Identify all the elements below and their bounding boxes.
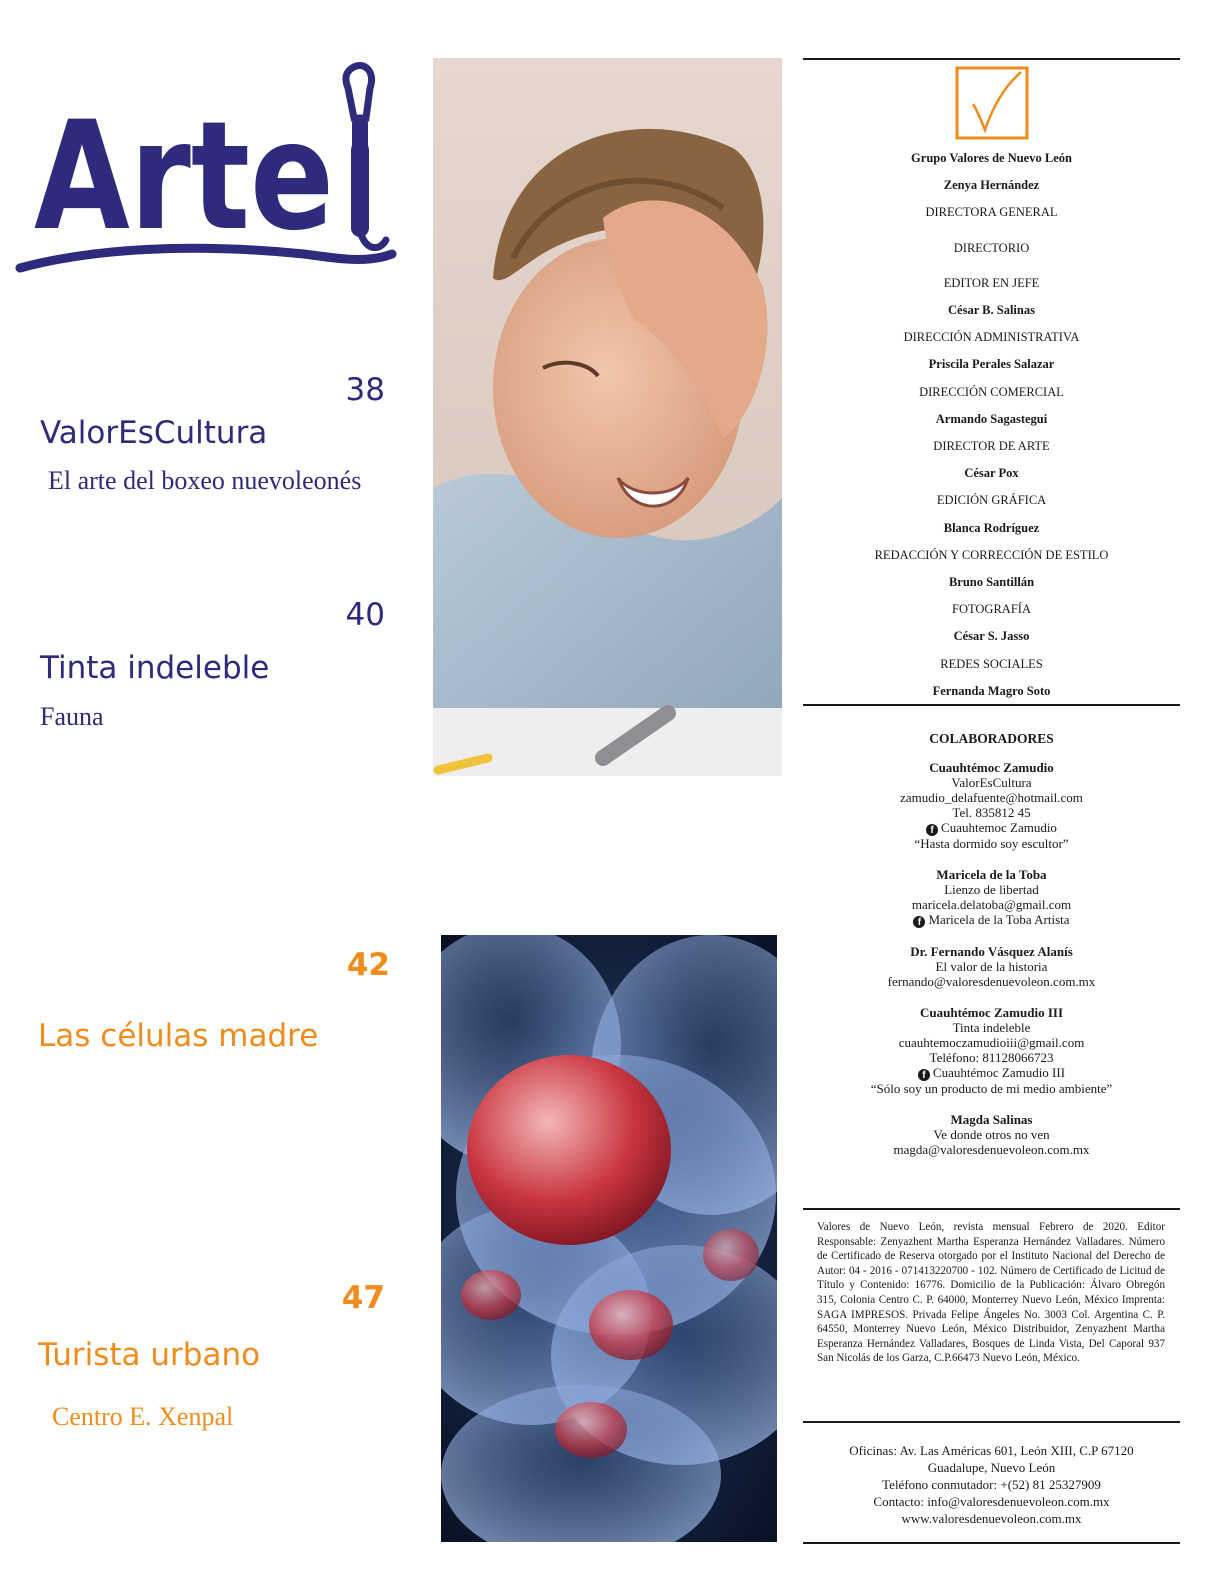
section-title-valorescultura[interactable]: ValorEsCultura	[40, 415, 268, 451]
collaborator-facebook[interactable]	[803, 912, 1180, 928]
collaborator-line	[803, 959, 1180, 974]
collaborators-list	[803, 760, 1180, 1157]
collaborator-line-text: Tel. 835812 45	[952, 805, 1031, 820]
collaborator-line-text: “Sólo soy un producto de mi medio ambiente”	[870, 1081, 1113, 1096]
collaborator-line-text: Cuauhtemoc Zamudio	[941, 820, 1057, 835]
directory-name: Blanca Rodríguez	[943, 520, 1040, 535]
directory-name: César Pox	[964, 466, 1019, 481]
collaborator-line	[803, 836, 1180, 851]
collaborator-line-text: Tinta indeleble	[952, 1020, 1031, 1035]
collaborator-line-text: cuauhtemoczamudioiii@gmail.com	[898, 1035, 1085, 1050]
section-title-tinta-indeleble[interactable]: Tinta indeleble	[40, 650, 270, 686]
collaborator-line-text: ValorEsCultura	[951, 775, 1032, 790]
section-number-42: 42	[346, 947, 390, 983]
collaborator-line-text: Ve donde otros no ven	[933, 1127, 1050, 1142]
collaborator-entry	[803, 867, 1180, 928]
section-title-turista-urbano[interactable]: Turista urbano	[38, 1337, 261, 1373]
collaborator-line[interactable]	[803, 974, 1180, 989]
section-number-40: 40	[345, 597, 385, 633]
section-number-38: 38	[345, 372, 385, 408]
legal-text: Valores de Nuevo León, revista mensual Febrero de 2020. Editor Responsable: Zenyazhent Martha Esperanza Hernández Valladares. Número de Certificado de Reserva otorgado por el Instituto Nacional del Derecho de Autor: 04 - 2016 - 071413220700 - 102. Número de Certificado de Licitud de Título y Contenido: 16776. Domicilio de la Publicación: Álvaro Obregón 315, Colonia Centro C. P. 64000, Monterrey Nuevo León, México Imprenta: SAGA IMPRESOS. Privada Felipe Ángeles No. 3003 Col. Argentina C. P. 64550, Monterrey Nuevo León, México Distribuidor, Zenyazhent Martha Esperanza Hernández Valladares, Bosques de Linda Vista, Del Caporal 937 San Nicolás de los Garza, C.P.66473 Nuevo León, México.	[817, 1221, 1165, 1365]
collaborator-line	[803, 775, 1180, 790]
office-rule	[803, 1421, 1180, 1423]
collaborator-line[interactable]	[803, 1035, 1180, 1050]
top-rule	[803, 58, 1180, 60]
directory-role: DIRECCIÓN ADMINISTRATIVA	[903, 330, 1080, 345]
arte-logo-art	[14, 58, 404, 283]
collaborator-line[interactable]	[803, 1142, 1180, 1157]
collaborator-line-text: Teléfono: 81128066723	[929, 1050, 1054, 1065]
collaborator-facebook[interactable]	[803, 820, 1180, 836]
section-subtitle-xenpal: Centro E. Xenpal	[52, 1402, 234, 1431]
collaborator-line[interactable]	[803, 897, 1180, 912]
paintbrush-icon	[346, 65, 386, 247]
directory-name: Zenya Hernández	[943, 178, 1040, 193]
arte-logo	[14, 58, 404, 283]
collaborator-entry	[803, 944, 1180, 989]
section-title-celulas-madre[interactable]: Las células madre	[38, 1018, 319, 1054]
directory-name: Bruno Santillán	[948, 575, 1035, 590]
directory-name: César B. Salinas	[948, 303, 1035, 318]
directory-role: REDACCIÓN Y CORRECCIÓN DE ESTILO	[874, 547, 1109, 562]
collaborator-line-text: Maricela de la Toba Artista	[928, 912, 1070, 927]
facebook-icon: f	[926, 824, 938, 836]
facebook-icon: f	[913, 916, 925, 928]
collaborator-line-text: maricela.delatoba@gmail.com	[911, 897, 1072, 912]
collaborator-line	[803, 1127, 1180, 1142]
directory-role: EDICIÓN GRÁFICA	[936, 493, 1047, 508]
collaborator-name: Cuauhtémoc Zamudio	[929, 760, 1054, 775]
office-line: Teléfono conmutador: +(52) 81 25327909	[882, 1477, 1101, 1492]
facebook-icon: f	[918, 1069, 930, 1081]
collaborator-name: Magda Salinas	[950, 1112, 1033, 1127]
checkmark-icon	[955, 66, 1029, 140]
stem-cells-photo	[441, 935, 777, 1542]
boy-frustrated-photo	[433, 58, 782, 776]
section-subtitle-fauna: Fauna	[40, 702, 104, 731]
directory-name: Priscila Perales Salazar	[928, 357, 1055, 372]
collaborator-line	[803, 1020, 1180, 1035]
valores-logo	[955, 66, 1029, 140]
directory-name: Grupo Valores de Nuevo León	[911, 151, 1072, 165]
collaborator-facebook[interactable]	[803, 1065, 1180, 1081]
collaborator-name: Cuauhtémoc Zamudio III	[919, 1005, 1064, 1020]
office-line[interactable]: www.valoresdenuevoleon.com.mx	[901, 1511, 1082, 1526]
collaborator-line	[803, 1050, 1180, 1065]
collaborator-line[interactable]	[803, 790, 1180, 805]
bottom-rule	[803, 1542, 1180, 1544]
directory-role: DIRECTORA GENERAL	[925, 205, 1058, 220]
collaborator-line-text: Lienzo de libertad	[944, 882, 1039, 897]
office-line: Oficinas: Av. Las Américas 601, León XIII, C.P 67120	[849, 1443, 1134, 1458]
directory-name: Fernanda Magro Soto	[932, 683, 1051, 698]
office-line: Guadalupe, Nuevo León	[927, 1460, 1056, 1475]
collaborator-entry	[803, 1112, 1180, 1157]
collaborator-entry	[803, 760, 1180, 851]
directory-role: FOTOGRAFÍA	[952, 602, 1031, 617]
collaborators-heading: COLABORADORES	[929, 731, 1054, 746]
collaborator-entry	[803, 1005, 1180, 1096]
directory-role: DIRECCIÓN COMERCIAL	[919, 384, 1064, 399]
collaborator-line-text: fernando@valoresdenuevoleon.com.mx	[887, 974, 1096, 989]
section-number-47: 47	[341, 1280, 385, 1316]
directory-role: DIRECTOR DE ARTE	[933, 439, 1050, 454]
collaborator-name: Maricela de la Toba	[936, 867, 1047, 882]
collaborator-line	[803, 805, 1180, 820]
collaborator-line-text: Cuauhtémoc Zamudio III	[932, 1065, 1066, 1080]
directory-role: DIRECTORIO	[953, 240, 1030, 255]
legal-rule	[803, 1208, 1180, 1210]
directory-role: EDITOR EN JEFE	[943, 275, 1040, 290]
office-line[interactable]: Contacto: info@valoresdenuevoleon.com.mx	[873, 1494, 1110, 1509]
collaborator-line	[803, 1081, 1180, 1096]
collaborator-line-text: “Hasta dormido soy escultor”	[914, 836, 1069, 851]
logo-text: Arte	[34, 90, 334, 264]
collaborators	[803, 731, 1180, 1173]
directory-role: REDES SOCIALES	[940, 656, 1043, 671]
collaborator-line-text: magda@valoresdenuevoleon.com.mx	[893, 1142, 1090, 1157]
directory-name: Armando Sagastegui	[935, 411, 1048, 426]
collaborator-line-text: El valor de la historia	[935, 959, 1048, 974]
directory-rule	[803, 704, 1180, 706]
collaborator-line	[803, 882, 1180, 897]
collaborator-name: Dr. Fernando Vásquez Alanís	[910, 944, 1073, 959]
directory-name: César S. Jasso	[953, 629, 1030, 644]
office-info	[803, 1442, 1180, 1527]
section-subtitle-boxeo: El arte del boxeo nuevoleonés	[48, 466, 362, 495]
directory	[803, 145, 1180, 705]
collaborator-line-text: zamudio_delafuente@hotmail.com	[900, 790, 1083, 805]
